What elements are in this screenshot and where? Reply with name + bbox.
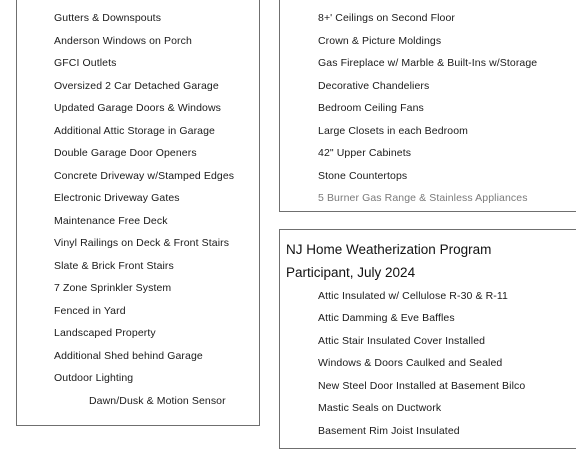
weatherization-panel: [279, 229, 576, 449]
list-item: Attic Insulated w/ Cellulose R-30 & R-11: [318, 290, 508, 302]
list-item: Oversized 2 Car Detached Garage: [54, 80, 219, 92]
list-item: GFCI Outlets: [54, 57, 117, 69]
left-features-panel: [16, 0, 260, 426]
weatherization-heading-line1: NJ Home Weatherization Program: [286, 242, 492, 257]
list-item: 42" Upper Cabinets: [318, 147, 412, 159]
weatherization-heading-line2: Participant, July 2024: [286, 265, 416, 280]
list-item: Stone Countertops: [318, 170, 408, 182]
list-item: Dawn/Dusk & Motion Sensor: [89, 395, 226, 407]
list-item: Additional Shed behind Garage: [54, 350, 203, 362]
list-item: Basement Rim Joist Insulated: [318, 425, 460, 437]
list-item: Gas Fireplace w/ Marble & Built-Ins w/Storage: [318, 57, 538, 69]
list-item: Bedroom Ceiling Fans: [318, 102, 424, 114]
list-item: Fenced in Yard: [54, 305, 126, 317]
list-item: Vinyl Railings on Deck & Front Stairs: [54, 237, 230, 249]
list-item: Outdoor Lighting: [54, 372, 134, 384]
list-item: Anderson Windows on Porch: [54, 35, 192, 47]
list-item: Windows & Doors Caulked and Sealed: [318, 357, 503, 369]
list-item: Large Closets in each Bedroom: [318, 125, 468, 137]
list-item: 5 Burner Gas Range & Stainless Appliances: [318, 192, 528, 204]
list-item: Attic Stair Insulated Cover Installed: [318, 335, 486, 347]
list-item: Mastic Seals on Ductwork: [318, 402, 442, 414]
list-item: Concrete Driveway w/Stamped Edges: [54, 170, 235, 182]
list-item: Gutters & Downspouts: [54, 12, 162, 24]
list-item: New Steel Door Installed at Basement Bilco: [318, 380, 526, 392]
list-item: Double Garage Door Openers: [54, 147, 197, 159]
list-item: Maintenance Free Deck: [54, 215, 168, 227]
list-item: Attic Damming & Eve Baffles: [318, 312, 455, 324]
list-item: Crown & Picture Moldings: [318, 35, 442, 47]
list-item: Decorative Chandeliers: [318, 80, 430, 92]
list-item: Slate & Brick Front Stairs: [54, 260, 174, 272]
list-item: Additional Attic Storage in Garage: [54, 125, 215, 137]
list-item: Updated Garage Doors & Windows: [54, 102, 221, 114]
interior-features-panel: [279, 0, 576, 212]
list-item: 7 Zone Sprinkler System: [54, 282, 172, 294]
list-item: Electronic Driveway Gates: [54, 192, 180, 204]
list-item: Landscaped Property: [54, 327, 156, 339]
list-item: 8+' Ceilings on Second Floor: [318, 12, 456, 24]
